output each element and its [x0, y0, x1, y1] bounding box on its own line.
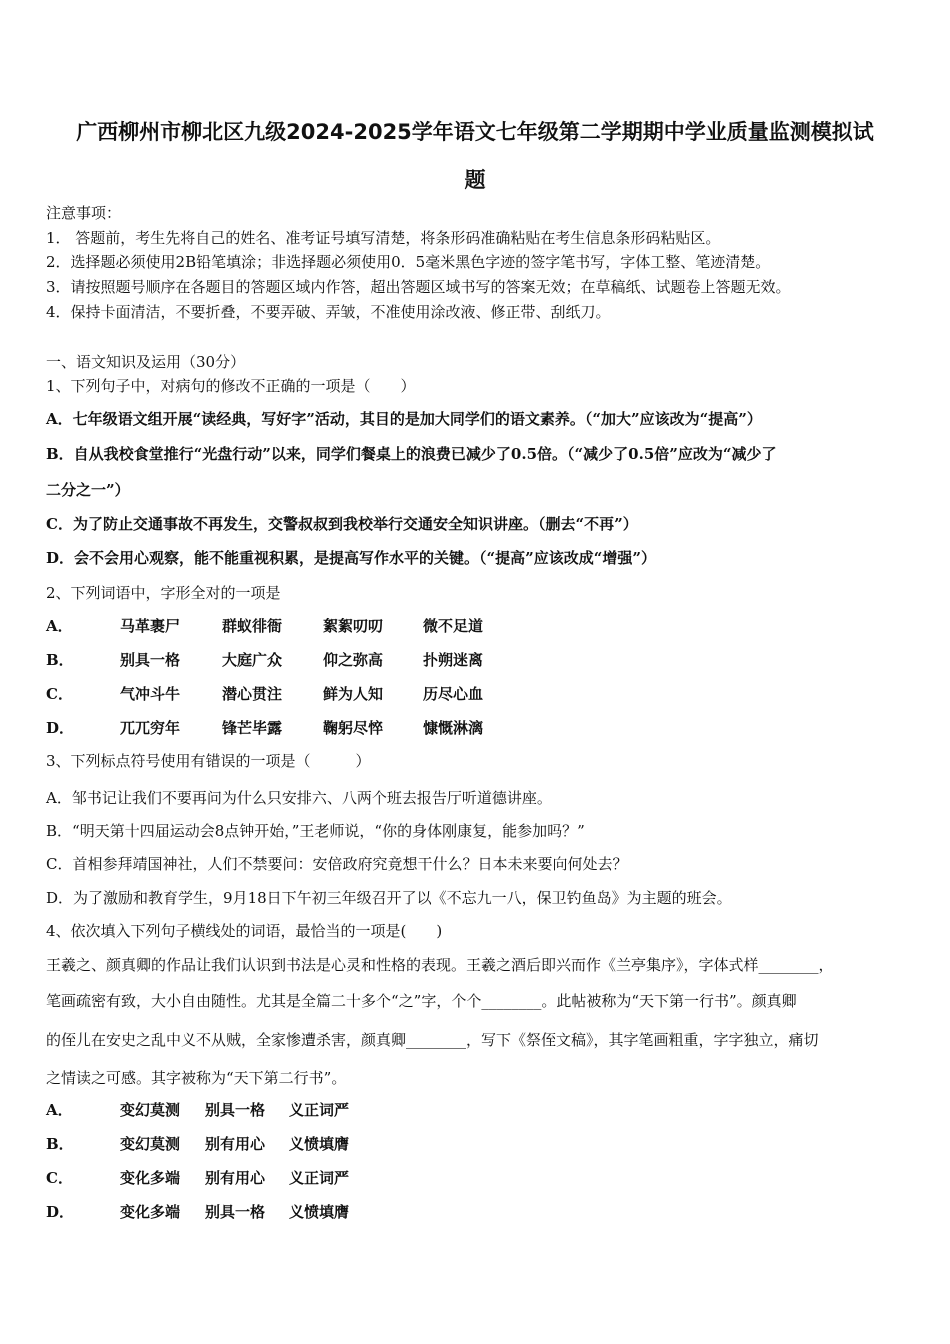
notice-heading: 注意事项：: [46, 204, 122, 222]
q3-stem: 3、下列标点符号使用有错误的一项是（ ）: [46, 752, 371, 770]
q4-option-c: [46, 1168, 546, 1188]
word: 气冲斗牛: [120, 685, 181, 703]
word: 鞠躬尽悴: [323, 719, 384, 737]
q3-option-c: C．首相参拜靖国神社，人们不禁要问：安倍政府究竟想干什么？日本未来要向何处去？: [46, 855, 628, 873]
q4-passage-line2: 笔画疏密有致，大小自由随性。尤其是全篇二十多个“之”字，个个________。此帖被称为“天下第一行书”。颜真卿: [46, 992, 797, 1010]
q1-stem: 1、下列句子中，对病句的修改不正确的一项是（ ）: [46, 377, 416, 395]
word: 微不足道: [423, 617, 484, 635]
q4-passage-line3: 的侄儿在安史之乱中义不从贼，全家惨遭杀害，颜真卿________，写下《祭侄文稿》，其字笔画粗重，字字独立，痛切: [46, 1031, 819, 1049]
exam-title: [40, 108, 910, 204]
word: 别有用心: [205, 1135, 266, 1153]
q1-option-c: C．为了防止交通事故不再发生，交警叔叔到我校举行交通安全知识讲座。（删去“不再”）: [46, 515, 638, 533]
word: 马革裹尸: [120, 617, 181, 635]
word: 义正词严: [289, 1101, 350, 1119]
q4-passage-line4: 之情读之可感。其字被称为“天下第二行书”。: [46, 1069, 347, 1087]
word: 历尽心血: [423, 685, 484, 703]
option-letter: A．: [46, 617, 73, 635]
option-letter: B．: [46, 651, 74, 669]
notice-item-4: 4．保持卡面清洁，不要折叠，不要弄破、弄皱，不准使用涂改液、修正带、刮纸刀。: [46, 303, 611, 321]
word: 变幻莫测: [120, 1135, 181, 1153]
word: 变幻莫测: [120, 1101, 181, 1119]
word: 扑朔迷离: [423, 651, 484, 669]
option-letter: C．: [46, 685, 73, 703]
word: 别具一格: [120, 651, 181, 669]
q4-option-b: [46, 1134, 546, 1154]
word: 别有用心: [205, 1169, 266, 1187]
word: 慷慨淋漓: [423, 719, 484, 737]
q3-option-d: D．为了激励和教育学生，9月18日下午初三年级召开了以《不忘九一八，保卫钓鱼岛》为主题的班会。: [46, 889, 732, 907]
word: 锋芒毕露: [222, 719, 283, 737]
q2-option-d: [46, 718, 546, 738]
word: 义愤填膺: [289, 1135, 350, 1153]
word: 潜心贯注: [222, 685, 283, 703]
word: 别具一格: [205, 1101, 266, 1119]
word: 鲜为人知: [323, 685, 384, 703]
q2-option-a: [46, 616, 546, 636]
word: 仰之弥高: [323, 651, 384, 669]
q4-option-d: [46, 1202, 546, 1222]
option-letter: C．: [46, 1169, 73, 1187]
q3-option-a: A．邹书记让我们不要再问为什么只安排六、八两个班去报告厅听道德讲座。: [46, 789, 552, 807]
notice-item-3: 3．请按照题号顺序在各题目的答题区域内作答，超出答题区域书写的答案无效；在草稿纸、试题卷上答题无效。: [46, 278, 791, 296]
word: 义愤填膺: [289, 1203, 350, 1221]
option-letter: B．: [46, 1135, 74, 1153]
q4-stem: 4、依次填入下列句子横线处的词语，最恰当的一项是( ): [46, 922, 443, 940]
q1-option-a: A．七年级语文组开展“读经典，写好字”活动，其目的是加大同学们的语文素养。（“加大”应该改为“提高”）: [46, 410, 762, 428]
q3-option-b: B．“明天第十四届运动会8点钟开始，”王老师说，“你的身体刚康复，能参加吗？”: [46, 822, 585, 840]
q2-option-c: [46, 684, 546, 704]
word: 义正词严: [289, 1169, 350, 1187]
notice-item-2: 2．选择题必须使用2B铅笔填涂；非选择题必须使用0．5毫米黑色字迹的签字笔书写，字体工整、笔迹清楚。: [46, 253, 771, 271]
title-line-1: 广西柳州市柳北区九级2024-2025学年语文七年级第二学期期中学业质量监测模拟试: [76, 120, 874, 144]
word: 群蚁徘衙: [222, 617, 283, 635]
q4-option-a: [46, 1100, 546, 1120]
q2-stem: 2、下列词语中，字形全对的一项是: [46, 584, 281, 602]
word: 别具一格: [205, 1203, 266, 1221]
option-letter: D．: [46, 1203, 75, 1221]
title-line-2: 题: [464, 168, 486, 192]
q1-option-b-line1: B．自从我校食堂推行“光盘行动”以来，同学们餐桌上的浪费已减少了0.5倍。（“减少了0.5倍”应改为“减少了: [46, 445, 777, 463]
section-heading: 一、语文知识及运用（30分）: [46, 353, 246, 371]
word: 变化多端: [120, 1169, 181, 1187]
option-letter: A．: [46, 1101, 73, 1119]
word: 大庭广众: [222, 651, 283, 669]
q2-option-b: [46, 650, 546, 670]
q1-option-b-line2: 二分之一”）: [46, 481, 130, 499]
word: 絮絮叨叨: [323, 617, 384, 635]
q1-option-d: D．会不会用心观察，能不能重视积累，是提高写作水平的关键。（“提高”应该改成“增强”）: [46, 549, 657, 567]
word: 变化多端: [120, 1203, 181, 1221]
q4-passage-line1: 王羲之、颜真卿的作品让我们认识到书法是心灵和性格的表现。王羲之酒后即兴而作《兰亭集序》，字体式样________，: [46, 956, 834, 974]
word: 兀兀穷年: [120, 719, 181, 737]
option-letter: D．: [46, 719, 75, 737]
notice-item-1: 1． 答题前，考生先将自己的姓名、准考证号填写清楚，将条形码准确粘贴在考生信息条形码粘贴区。: [46, 229, 721, 247]
